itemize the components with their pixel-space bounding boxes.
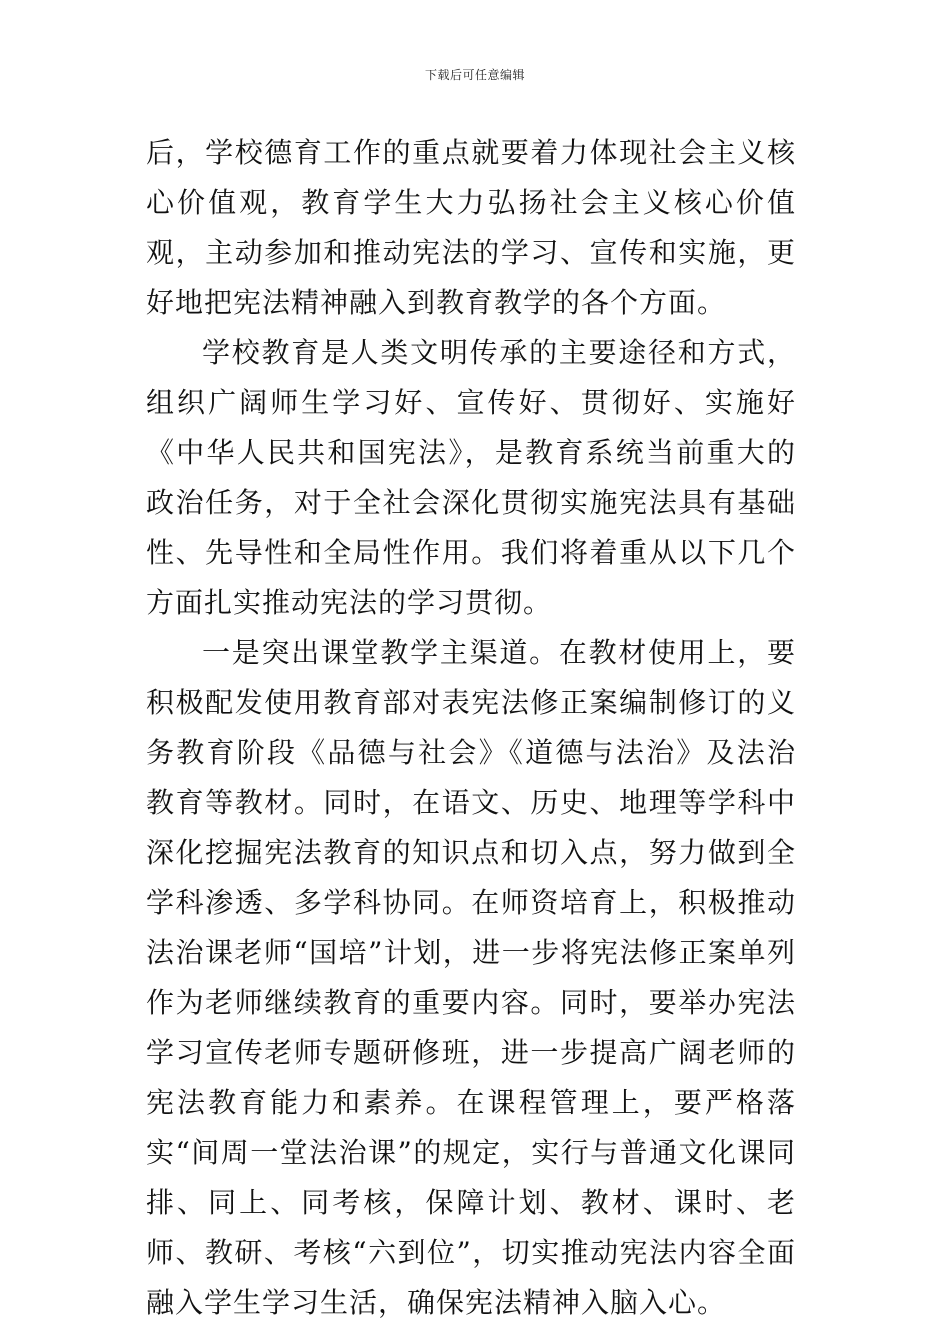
- paragraph-2: 学校教育是人类文明传承的主要途径和方式，组织广阔师生学习好、宣传好、贯彻好、实施好《中华人民共和国宪法》，是教育系统当前重大的政治任务，对于全社会深化贯彻实施宪法具有基础性、先导性和全局性作用。我们将着重从以下几个方面扎实推动宪法的学习贯彻。: [146, 336, 796, 619]
- paragraph-3: 一是突出课堂教学主渠道。在教材使用上，要积极配发使用教育部对表宪法修正案编制修订的义务教育阶段《品德与社会》《道德与法治》及法治教育等教材。同时，在语文、历史、地理等学科中深化挖掘宪法教育的知识点和切入点，努力做到全学科渗透、多学科协同。在师资培育上，积极推动法治课老师“国培”计划，进一步将宪法修正案单列作为老师继续教育的重要内容。同时，要举办宪法学习宣传老师专题研修班，进一步提高广阔老师的宪法教育能力和素养。在课程管理上，要严格落实“间周一堂法治课”的规定，实行与普通文化课同排、同上、同考核，保障计划、教材、课时、老师、教研、考核“六到位”，切实推动宪法内容全面融入学生学习生活，确保宪法精神入脑入心。: [146, 636, 796, 1319]
- page-header-note: 下载后可任意编辑: [424, 68, 525, 82]
- document-body: [146, 128, 796, 1328]
- paragraph-1: 后，学校德育工作的重点就要着力体现社会主义核心价值观，教育学生大力弘扬社会主义核心价值观，主动参加和推动宪法的学习、宣传和实施，更好地把宪法精神融入到教育教学的各个方面。: [146, 136, 796, 319]
